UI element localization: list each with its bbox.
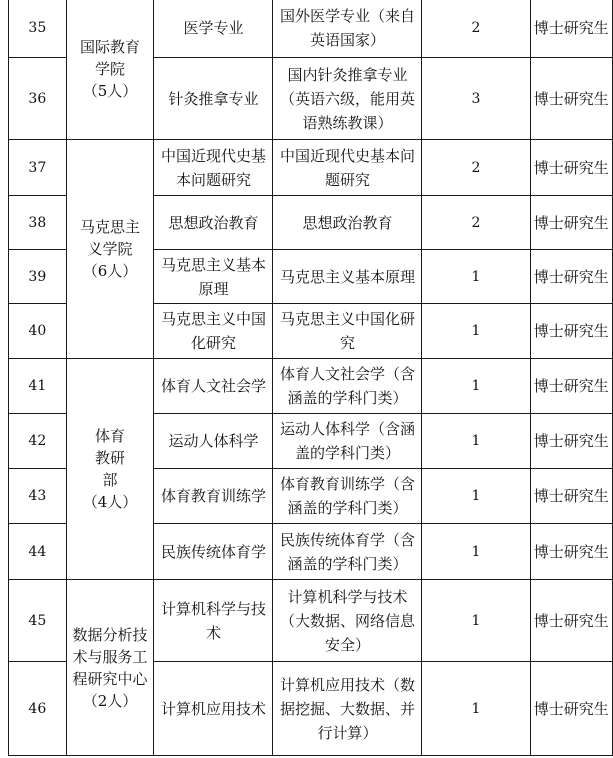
degree-cell: 博士研究生 bbox=[530, 662, 612, 756]
row-number: 42 bbox=[9, 414, 67, 469]
table-row bbox=[9, 0, 613, 58]
department-cell bbox=[66, 140, 154, 359]
major-cell: 马克思主义基本原理 bbox=[154, 250, 273, 304]
department-count: （6人） bbox=[82, 262, 138, 280]
department-count: （2人） bbox=[82, 691, 138, 710]
major-cell: 针灸推拿专业 bbox=[154, 58, 273, 140]
row-number: 35 bbox=[9, 0, 67, 58]
major-cell: 中国近现代史基本问题研究 bbox=[154, 140, 273, 196]
major-cell: 计算机应用技术 bbox=[154, 662, 273, 756]
major-cell: 计算机科学与技术 bbox=[154, 580, 273, 662]
row-number: 40 bbox=[9, 304, 67, 359]
headcount-cell: 1 bbox=[422, 524, 530, 580]
requirement-cell: 国内针灸推拿专业（英语六级，能用英语熟练教课） bbox=[273, 58, 422, 140]
recruitment-table bbox=[8, 0, 613, 756]
table-row bbox=[9, 359, 613, 414]
degree-cell: 博士研究生 bbox=[530, 196, 612, 250]
major-cell: 马克思主义中国化研究 bbox=[154, 304, 273, 359]
headcount-cell: 1 bbox=[422, 414, 530, 469]
degree-cell: 博士研究生 bbox=[530, 469, 612, 524]
degree-cell: 博士研究生 bbox=[530, 0, 612, 58]
requirement-cell: 中国近现代史基本问题研究 bbox=[273, 140, 422, 196]
headcount-cell: 1 bbox=[422, 250, 530, 304]
major-cell: 思想政治教育 bbox=[154, 196, 273, 250]
requirement-cell: 国外医学专业（来自英语国家） bbox=[273, 0, 422, 58]
degree-cell: 博士研究生 bbox=[530, 414, 612, 469]
department-name: 数据分析技术与服务工程研究中心 bbox=[72, 625, 148, 688]
department-name: 体育教研部 bbox=[95, 427, 126, 489]
headcount-cell: 1 bbox=[422, 580, 530, 662]
table-row bbox=[9, 580, 613, 662]
row-number: 36 bbox=[9, 58, 67, 140]
department-cell bbox=[66, 580, 154, 756]
requirement-cell: 计算机科学与技术（大数据、网络信息安全） bbox=[273, 580, 422, 662]
major-cell: 体育教育训练学 bbox=[154, 469, 273, 524]
row-number: 45 bbox=[9, 580, 67, 662]
headcount-cell: 3 bbox=[422, 58, 530, 140]
requirement-cell: 民族传统体育学（含涵盖的学科门类） bbox=[273, 524, 422, 580]
requirement-cell: 马克思主义中国化研究 bbox=[273, 304, 422, 359]
degree-cell: 博士研究生 bbox=[530, 58, 612, 140]
headcount-cell: 1 bbox=[422, 469, 530, 524]
requirement-cell: 计算机应用技术（数据挖掘、大数据、并行计算） bbox=[273, 662, 422, 756]
degree-cell: 博士研究生 bbox=[530, 524, 612, 580]
row-number: 43 bbox=[9, 469, 67, 524]
requirement-cell: 运动人体科学（含涵盖的学科门类） bbox=[273, 414, 422, 469]
row-number: 44 bbox=[9, 524, 67, 580]
requirement-cell: 马克思主义基本原理 bbox=[273, 250, 422, 304]
requirement-cell: 体育教育训练学（含涵盖的学科门类） bbox=[273, 469, 422, 524]
department-count: （4人） bbox=[82, 493, 138, 511]
row-number: 37 bbox=[9, 140, 67, 196]
requirement-cell: 思想政治教育 bbox=[273, 196, 422, 250]
table-row bbox=[9, 140, 613, 196]
major-cell: 医学专业 bbox=[154, 0, 273, 58]
headcount-cell: 2 bbox=[422, 140, 530, 196]
department-cell bbox=[66, 0, 154, 140]
row-number: 46 bbox=[9, 662, 67, 756]
headcount-cell: 1 bbox=[422, 304, 530, 359]
requirement-cell: 体育人文社会学（含涵盖的学科门类） bbox=[273, 359, 422, 414]
row-number: 38 bbox=[9, 196, 67, 250]
degree-cell: 博士研究生 bbox=[530, 140, 612, 196]
department-cell bbox=[66, 359, 154, 580]
department-name: 马克思主义学院 bbox=[80, 218, 141, 258]
degree-cell: 博士研究生 bbox=[530, 580, 612, 662]
major-cell: 民族传统体育学 bbox=[154, 524, 273, 580]
major-cell: 体育人文社会学 bbox=[154, 359, 273, 414]
department-count: （5人） bbox=[82, 82, 138, 100]
degree-cell: 博士研究生 bbox=[530, 359, 612, 414]
degree-cell: 博士研究生 bbox=[530, 250, 612, 304]
headcount-cell: 2 bbox=[422, 196, 530, 250]
headcount-cell: 1 bbox=[422, 359, 530, 414]
row-number: 41 bbox=[9, 359, 67, 414]
major-cell: 运动人体科学 bbox=[154, 414, 273, 469]
degree-cell: 博士研究生 bbox=[530, 304, 612, 359]
headcount-cell: 1 bbox=[422, 662, 530, 756]
row-number: 39 bbox=[9, 250, 67, 304]
department-name: 国际教育学院 bbox=[80, 38, 141, 78]
headcount-cell: 2 bbox=[422, 0, 530, 58]
